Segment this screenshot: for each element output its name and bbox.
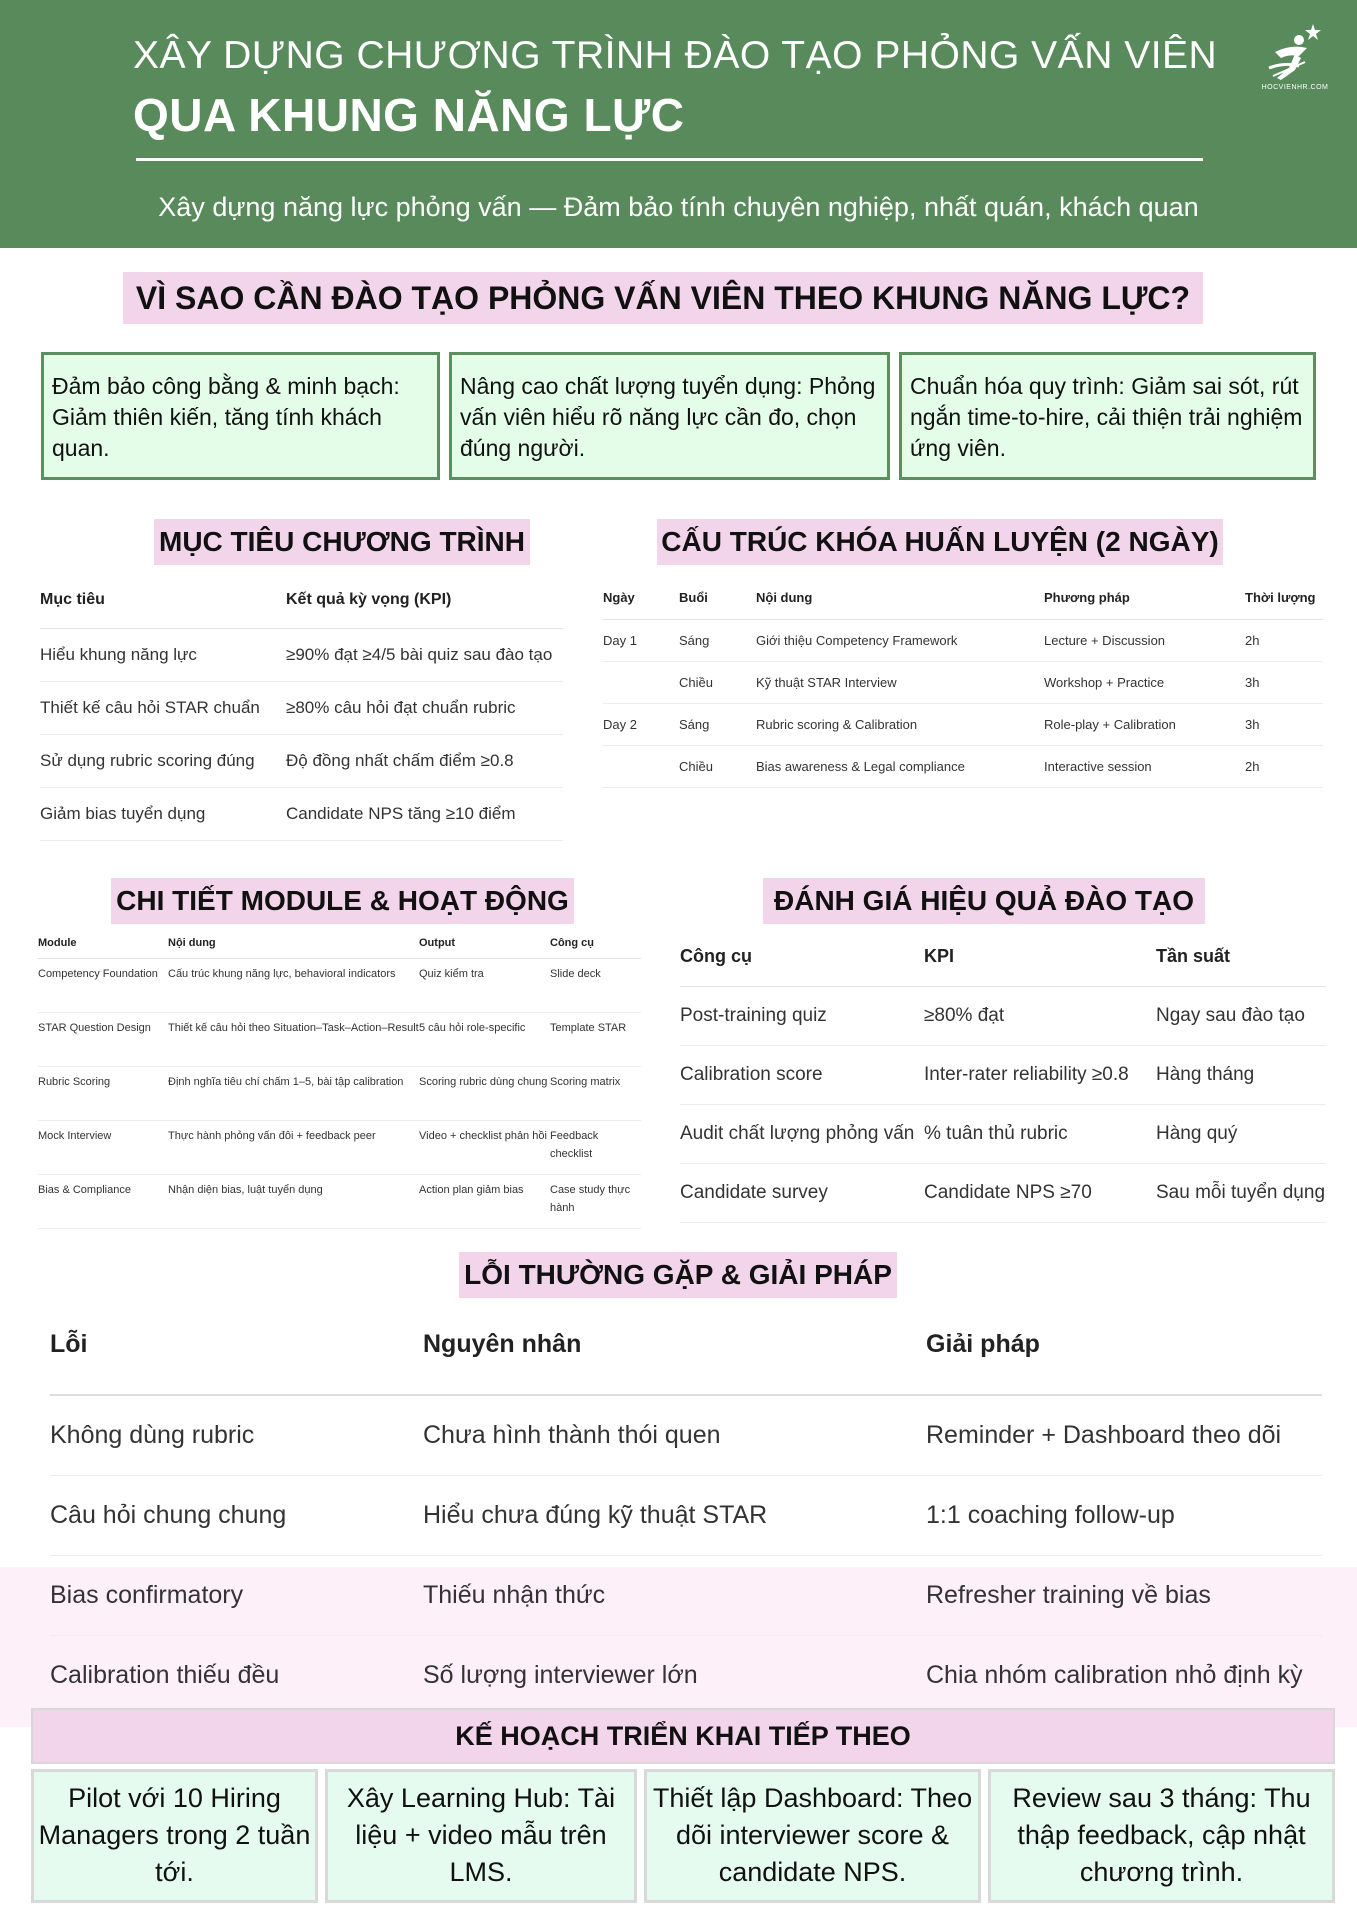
evaluation-kpi: ≥80% đạt xyxy=(924,986,1156,1045)
running-figure-star-logo-icon xyxy=(1255,22,1335,84)
evaluation-col-tool: Công cụ xyxy=(680,928,924,986)
errors-header-row xyxy=(50,1295,1322,1395)
structure-header-row xyxy=(603,577,1323,619)
error-solution: Chia nhóm calibration nhỏ định kỳ xyxy=(926,1635,1322,1715)
objectives-heading: MỤC TIÊU CHƯƠNG TRÌNH xyxy=(154,519,530,565)
structure-method: Role-play + Calibration xyxy=(1044,703,1245,745)
structure-method: Workshop + Practice xyxy=(1044,661,1245,703)
structure-col-content: Nội dung xyxy=(756,577,1044,619)
module-content: Nhận diện bias, luật tuyển dụng xyxy=(168,1174,419,1228)
objective-goal: Thiết kế câu hỏi STAR chuẩn xyxy=(40,681,286,734)
structure-content: Bias awareness & Legal compliance xyxy=(756,745,1044,787)
error-cause: Chưa hình thành thói quen xyxy=(423,1395,926,1475)
evaluation-heading: ĐÁNH GIÁ HIỆU QUẢ ĐÀO TẠO xyxy=(763,878,1205,924)
structure-session: Sáng xyxy=(679,703,756,745)
next-plan-heading: KẾ HOẠCH TRIỂN KHAI TIẾP THEO xyxy=(31,1708,1335,1764)
error-solution: Reminder + Dashboard theo dõi xyxy=(926,1395,1322,1475)
evaluation-header-row xyxy=(680,928,1326,986)
table-row xyxy=(680,986,1326,1045)
brand-logo-text: HOCVIENHR.COM xyxy=(1261,84,1329,91)
structure-col-method: Phương pháp xyxy=(1044,577,1245,619)
structure-day xyxy=(603,745,679,787)
error-name: Không dùng rubric xyxy=(50,1395,423,1475)
module-tools: Feedback checklist xyxy=(550,1120,641,1174)
modules-header-row xyxy=(38,928,641,958)
objective-goal: Sử dụng rubric scoring đúng xyxy=(40,734,286,787)
module-name: Rubric Scoring xyxy=(38,1066,168,1120)
page-title-line1: XÂY DỰNG CHƯƠNG TRÌNH ĐÀO TẠO PHỎNG VẤN VIÊN xyxy=(133,34,1218,77)
error-solution: Refresher training về bias xyxy=(926,1555,1322,1635)
table-row xyxy=(680,1163,1326,1222)
error-cause: Thiếu nhận thức xyxy=(423,1555,926,1635)
module-output: Action plan giảm bias xyxy=(419,1174,550,1228)
module-tools: Scoring matrix xyxy=(550,1066,641,1120)
table-row xyxy=(680,1045,1326,1104)
error-cause: Hiểu chưa đúng kỹ thuật STAR xyxy=(423,1475,926,1555)
evaluation-tool: Audit chất lượng phỏng vấn xyxy=(680,1104,924,1163)
structure-heading: CẤU TRÚC KHÓA HUẤN LUYỆN (2 NGÀY) xyxy=(657,519,1223,565)
evaluation-tool: Calibration score xyxy=(680,1045,924,1104)
evaluation-tool: Post-training quiz xyxy=(680,986,924,1045)
module-name: Competency Foundation xyxy=(38,958,168,1012)
module-tools: Template STAR xyxy=(550,1012,641,1066)
table-row xyxy=(603,661,1323,703)
objective-kpi: ≥90% đạt ≥4/5 bài quiz sau đào tạo xyxy=(286,628,563,681)
module-output: Quiz kiểm tra xyxy=(419,958,550,1012)
module-name: Mock Interview xyxy=(38,1120,168,1174)
page-subtitle: Xây dựng năng lực phỏng vấn — Đảm bảo tính chuyên nghiệp, nhất quán, khách quan xyxy=(158,192,1199,222)
evaluation-frequency: Hàng tháng xyxy=(1156,1045,1326,1104)
table-row xyxy=(40,628,563,681)
objective-kpi: Candidate NPS tăng ≥10 điểm xyxy=(286,787,563,840)
structure-session: Chiều xyxy=(679,745,756,787)
error-solution: 1:1 coaching follow-up xyxy=(926,1475,1322,1555)
error-cause: Số lượng interviewer lớn xyxy=(423,1635,926,1715)
table-row xyxy=(603,745,1323,787)
errors-col-solution: Giải pháp xyxy=(926,1295,1322,1395)
objectives-header-row xyxy=(40,572,563,628)
module-output: 5 câu hỏi role-specific xyxy=(419,1012,550,1066)
brand-logo xyxy=(1255,22,1335,97)
header-banner xyxy=(0,0,1357,248)
evaluation-frequency: Ngay sau đào tạo xyxy=(1156,986,1326,1045)
module-output: Video + checklist phản hồi xyxy=(419,1120,550,1174)
module-name: Bias & Compliance xyxy=(38,1174,168,1228)
page-title-line2: QUA KHUNG NĂNG LỰC xyxy=(133,89,685,141)
structure-duration: 3h xyxy=(1245,661,1323,703)
table-row xyxy=(40,787,563,840)
structure-col-duration: Thời lượng xyxy=(1245,577,1323,619)
structure-day: Day 1 xyxy=(603,619,679,661)
modules-col-tools: Công cụ xyxy=(550,928,641,958)
structure-col-session: Buổi xyxy=(679,577,756,619)
evaluation-kpi: Inter-rater reliability ≥0.8 xyxy=(924,1045,1156,1104)
evaluation-frequency: Hàng quý xyxy=(1156,1104,1326,1163)
table-row xyxy=(50,1555,1322,1635)
modules-col-output: Output xyxy=(419,928,550,958)
modules-heading: CHI TIẾT MODULE & HOẠT ĐỘNG xyxy=(111,878,574,924)
module-content: Thiết kế câu hỏi theo Situation–Task–Action–Result xyxy=(168,1012,419,1066)
modules-table xyxy=(38,928,641,1229)
module-tools: Slide deck xyxy=(550,958,641,1012)
module-tools: Case study thực hành xyxy=(550,1174,641,1228)
structure-day xyxy=(603,661,679,703)
module-content: Cấu trúc khung năng lực, behavioral indicators xyxy=(168,958,419,1012)
structure-duration: 3h xyxy=(1245,703,1323,745)
evaluation-col-kpi: KPI xyxy=(924,928,1156,986)
evaluation-col-frequency: Tần suất xyxy=(1156,928,1326,986)
table-row xyxy=(40,734,563,787)
table-row xyxy=(38,1120,641,1174)
objectives-col-kpi: Kết quả kỳ vọng (KPI) xyxy=(286,572,563,628)
why-box-1: Đảm bảo công bằng & minh bạch: Giảm thiên kiến, tăng tính khách quan. xyxy=(41,352,440,480)
errors-col-error: Lỗi xyxy=(50,1295,423,1395)
table-row xyxy=(680,1104,1326,1163)
structure-session: Sáng xyxy=(679,619,756,661)
table-row xyxy=(38,1174,641,1228)
evaluation-kpi: % tuân thủ rubric xyxy=(924,1104,1156,1163)
objective-goal: Giảm bias tuyển dụng xyxy=(40,787,286,840)
error-name: Calibration thiếu đều xyxy=(50,1635,423,1715)
next-plan-box-4: Review sau 3 tháng: Thu thập feedback, cập nhật chương trình. xyxy=(988,1769,1335,1903)
why-heading: VÌ SAO CẦN ĐÀO TẠO PHỎNG VẤN VIÊN THEO KHUNG NĂNG LỰC? xyxy=(123,272,1203,324)
table-row xyxy=(603,619,1323,661)
structure-session: Chiều xyxy=(679,661,756,703)
header-divider xyxy=(136,158,1203,161)
modules-col-content: Nội dung xyxy=(168,928,419,958)
evaluation-kpi: Candidate NPS ≥70 xyxy=(924,1163,1156,1222)
errors-heading: LỖI THƯỜNG GẶP & GIẢI PHÁP xyxy=(459,1252,897,1298)
structure-content: Rubric scoring & Calibration xyxy=(756,703,1044,745)
next-plan-box-1: Pilot với 10 Hiring Managers trong 2 tuần tới. xyxy=(31,1769,318,1903)
next-plan-box-2: Xây Learning Hub: Tài liệu + video mẫu trên LMS. xyxy=(325,1769,637,1903)
table-row xyxy=(38,1012,641,1066)
table-row xyxy=(38,1066,641,1120)
objectives-col-goal: Mục tiêu xyxy=(40,572,286,628)
structure-method: Interactive session xyxy=(1044,745,1245,787)
structure-table xyxy=(603,577,1323,788)
modules-col-module: Module xyxy=(38,928,168,958)
error-name: Câu hỏi chung chung xyxy=(50,1475,423,1555)
structure-duration: 2h xyxy=(1245,619,1323,661)
structure-duration: 2h xyxy=(1245,745,1323,787)
table-row xyxy=(50,1635,1322,1715)
objective-goal: Hiểu khung năng lực xyxy=(40,628,286,681)
module-content: Định nghĩa tiêu chí chấm 1–5, bài tập calibration xyxy=(168,1066,419,1120)
objective-kpi: ≥80% câu hỏi đạt chuẩn rubric xyxy=(286,681,563,734)
why-box-3: Chuẩn hóa quy trình: Giảm sai sót, rút ngắn time-to-hire, cải thiện trải nghiệm ứng viên. xyxy=(899,352,1316,480)
table-row xyxy=(50,1475,1322,1555)
errors-col-cause: Nguyên nhân xyxy=(423,1295,926,1395)
table-row xyxy=(50,1395,1322,1475)
module-content: Thực hành phỏng vấn đôi + feedback peer xyxy=(168,1120,419,1174)
structure-content: Kỹ thuật STAR Interview xyxy=(756,661,1044,703)
module-output: Scoring rubric dùng chung xyxy=(419,1066,550,1120)
table-row xyxy=(40,681,563,734)
objectives-table xyxy=(40,572,563,841)
structure-method: Lecture + Discussion xyxy=(1044,619,1245,661)
table-row xyxy=(38,958,641,1012)
error-name: Bias confirmatory xyxy=(50,1555,423,1635)
structure-content: Giới thiệu Competency Framework xyxy=(756,619,1044,661)
evaluation-frequency: Sau mỗi tuyển dụng xyxy=(1156,1163,1326,1222)
next-plan-box-3: Thiết lập Dashboard: Theo dõi interviewer score & candidate NPS. xyxy=(644,1769,981,1903)
objective-kpi: Độ đồng nhất chấm điểm ≥0.8 xyxy=(286,734,563,787)
structure-day: Day 2 xyxy=(603,703,679,745)
errors-table xyxy=(50,1295,1322,1716)
module-name: STAR Question Design xyxy=(38,1012,168,1066)
evaluation-table xyxy=(680,928,1326,1223)
structure-col-day: Ngày xyxy=(603,577,679,619)
table-row xyxy=(603,703,1323,745)
why-box-2: Nâng cao chất lượng tuyển dụng: Phỏng vấn viên hiểu rõ năng lực cần đo, chọn đúng người. xyxy=(449,352,890,480)
evaluation-tool: Candidate survey xyxy=(680,1163,924,1222)
